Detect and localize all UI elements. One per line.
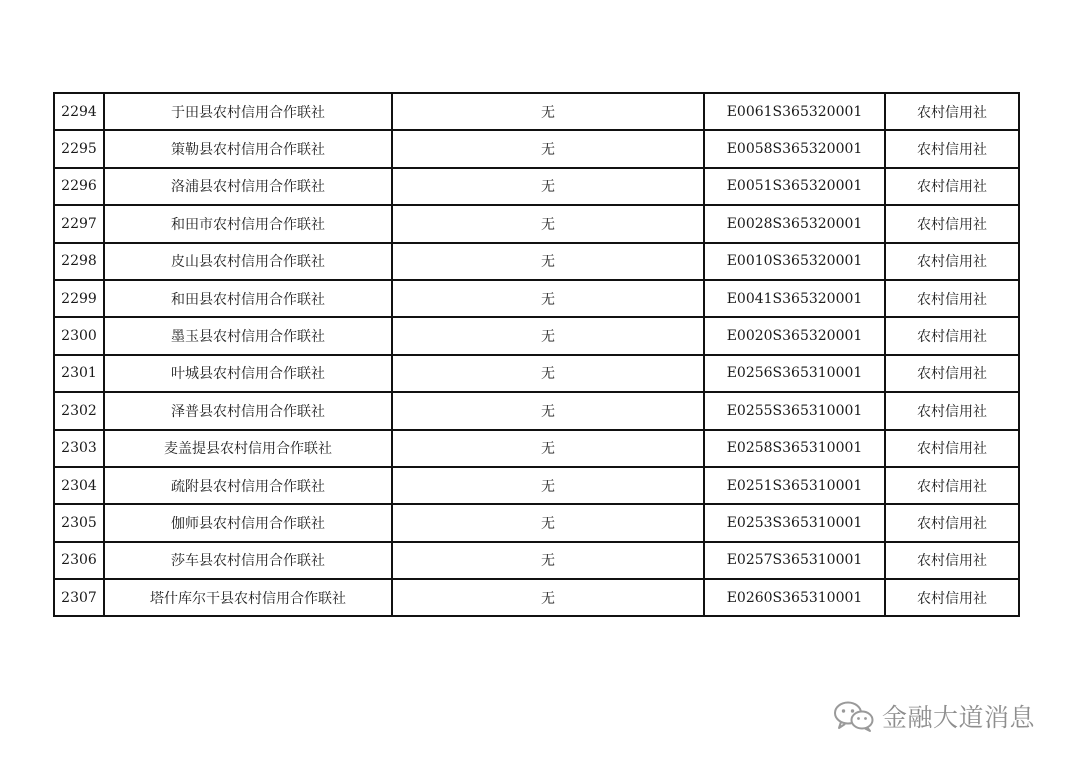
institution-name-cell: 策勒县农村信用合作联社 xyxy=(104,130,392,167)
institution-code-cell: E0061S365320001 xyxy=(704,93,885,130)
institution-name-cell: 叶城县农村信用合作联社 xyxy=(104,355,392,392)
institution-code-cell: E0258S365310001 xyxy=(704,430,885,467)
institution-name-cell: 疏附县农村信用合作联社 xyxy=(104,467,392,504)
watermark xyxy=(832,698,1035,734)
institution-code-cell: E0010S365320001 xyxy=(704,243,885,280)
table-row xyxy=(54,93,1019,130)
row-number-cell: 2297 xyxy=(54,205,104,242)
row-number-cell: 2302 xyxy=(54,392,104,429)
alternate-name-cell: 无 xyxy=(392,205,704,242)
institution-type-cell: 农村信用社 xyxy=(885,392,1019,429)
institution-code-cell: E0028S365320001 xyxy=(704,205,885,242)
institution-code-cell: E0051S365320001 xyxy=(704,168,885,205)
table-row xyxy=(54,542,1019,579)
institution-code-cell: E0058S365320001 xyxy=(704,130,885,167)
alternate-name-cell: 无 xyxy=(392,392,704,429)
alternate-name-cell: 无 xyxy=(392,280,704,317)
table-row xyxy=(54,205,1019,242)
institution-type-cell: 农村信用社 xyxy=(885,168,1019,205)
watermark-text: 金融大道消息 xyxy=(882,703,1036,732)
row-number-cell: 2294 xyxy=(54,93,104,130)
row-number-cell: 2298 xyxy=(54,243,104,280)
institution-name-cell: 莎车县农村信用合作联社 xyxy=(104,542,392,579)
institution-type-cell: 农村信用社 xyxy=(885,130,1019,167)
alternate-name-cell: 无 xyxy=(392,579,704,616)
table-row xyxy=(54,130,1019,167)
institution-code-cell: E0255S365310001 xyxy=(704,392,885,429)
table-row xyxy=(54,579,1019,616)
table-row xyxy=(54,504,1019,541)
institution-code-cell: E0020S365320001 xyxy=(704,317,885,354)
wechat-icon xyxy=(832,699,876,733)
institution-type-cell: 农村信用社 xyxy=(885,280,1019,317)
institution-code-cell: E0253S365310001 xyxy=(704,504,885,541)
table-body xyxy=(54,93,1019,616)
alternate-name-cell: 无 xyxy=(392,467,704,504)
alternate-name-cell: 无 xyxy=(392,355,704,392)
institution-name-cell: 于田县农村信用合作联社 xyxy=(104,93,392,130)
institution-type-cell: 农村信用社 xyxy=(885,355,1019,392)
institution-name-cell: 伽师县农村信用合作联社 xyxy=(104,504,392,541)
institution-code-cell: E0260S365310001 xyxy=(704,579,885,616)
alternate-name-cell: 无 xyxy=(392,317,704,354)
row-number-cell: 2299 xyxy=(54,280,104,317)
institution-type-cell: 农村信用社 xyxy=(885,93,1019,130)
institution-code-cell: E0041S365320001 xyxy=(704,280,885,317)
institution-code-cell: E0251S365310001 xyxy=(704,467,885,504)
table-row xyxy=(54,430,1019,467)
institution-type-cell: 农村信用社 xyxy=(885,317,1019,354)
table-row xyxy=(54,243,1019,280)
alternate-name-cell: 无 xyxy=(392,130,704,167)
alternate-name-cell: 无 xyxy=(392,542,704,579)
institution-table xyxy=(53,92,1020,617)
alternate-name-cell: 无 xyxy=(392,504,704,541)
row-number-cell: 2295 xyxy=(54,130,104,167)
row-number-cell: 2305 xyxy=(54,504,104,541)
institution-name-cell: 和田县农村信用合作联社 xyxy=(104,280,392,317)
table-row xyxy=(54,317,1019,354)
table-row xyxy=(54,168,1019,205)
institution-name-cell: 墨玉县农村信用合作联社 xyxy=(104,317,392,354)
alternate-name-cell: 无 xyxy=(392,93,704,130)
table-row xyxy=(54,467,1019,504)
alternate-name-cell: 无 xyxy=(392,243,704,280)
institution-name-cell: 洛浦县农村信用合作联社 xyxy=(104,168,392,205)
institution-type-cell: 农村信用社 xyxy=(885,542,1019,579)
institution-name-cell: 塔什库尔干县农村信用合作联社 xyxy=(104,579,392,616)
institution-name-cell: 麦盖提县农村信用合作联社 xyxy=(104,430,392,467)
institution-type-cell: 农村信用社 xyxy=(885,430,1019,467)
table-row xyxy=(54,355,1019,392)
row-number-cell: 2301 xyxy=(54,355,104,392)
institution-type-cell: 农村信用社 xyxy=(885,579,1019,616)
institution-type-cell: 农村信用社 xyxy=(885,467,1019,504)
institution-type-cell: 农村信用社 xyxy=(885,243,1019,280)
row-number-cell: 2300 xyxy=(54,317,104,354)
institution-code-cell: E0257S365310001 xyxy=(704,542,885,579)
institution-code-cell: E0256S365310001 xyxy=(704,355,885,392)
table-row xyxy=(54,392,1019,429)
institution-name-cell: 皮山县农村信用合作联社 xyxy=(104,243,392,280)
row-number-cell: 2304 xyxy=(54,467,104,504)
row-number-cell: 2303 xyxy=(54,430,104,467)
institution-name-cell: 泽普县农村信用合作联社 xyxy=(104,392,392,429)
alternate-name-cell: 无 xyxy=(392,430,704,467)
institution-type-cell: 农村信用社 xyxy=(885,504,1019,541)
alternate-name-cell: 无 xyxy=(392,168,704,205)
row-number-cell: 2307 xyxy=(54,579,104,616)
table-row xyxy=(54,280,1019,317)
row-number-cell: 2306 xyxy=(54,542,104,579)
institution-name-cell: 和田市农村信用合作联社 xyxy=(104,205,392,242)
row-number-cell: 2296 xyxy=(54,168,104,205)
institution-type-cell: 农村信用社 xyxy=(885,205,1019,242)
